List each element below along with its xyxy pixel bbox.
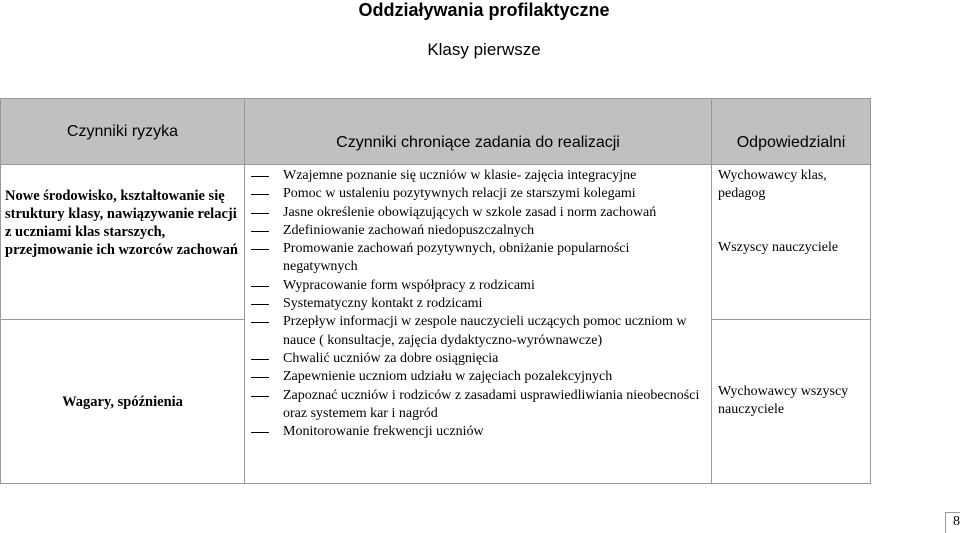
prevention-table <box>0 98 871 484</box>
page-number: 8 <box>945 512 960 533</box>
list-item: Przepływ informacji w zespole nauczycieli uczących pomoc uczniom w nauce ( konsultacje, zajęcia dydaktyczno-wyrównawcze) <box>249 313 707 350</box>
responsible-text: Wychowawcy klas, pedagog <box>718 168 827 201</box>
header-risk-factors: Czynniki ryzyka <box>1 99 245 165</box>
list-item: Promowanie zachowań pozytywnych, obniżanie popularności negatywnych <box>249 240 707 277</box>
responsible-text: Wszyscy nauczyciele <box>718 240 839 255</box>
document-subtitle: Klasy pierwsze <box>427 40 541 59</box>
list-item: Wzajemne poznanie się uczniów w klasie- zajęcia integracyjne <box>249 167 707 185</box>
responsible-text: Wychowawcy wszyscy nauczyciele <box>718 383 849 417</box>
header-responsible: Odpowiedzialni <box>712 99 871 165</box>
list-item: Pomoc w ustaleniu pozytywnych relacji ze starszymi kolegami <box>249 185 707 203</box>
list-item: Zapoznać uczniów i rodziców z zasadami usprawiedliwiania nieobecności oraz systemem kar i nagród <box>249 387 707 424</box>
table-header-row <box>1 99 871 165</box>
document-title: Oddziaływania profilaktyczne <box>358 0 610 20</box>
list-item: Zdefiniowanie zachowań niedopuszczalnych <box>249 222 707 240</box>
list-item: Systematyczny kontakt z rodzicami <box>249 295 707 313</box>
header-protective-tasks: Czynniki chroniące zadania do realizacji <box>245 99 712 165</box>
tasks-list <box>249 167 707 441</box>
list-item: Jasne określenie obowiązujących w szkole zasad i norm zachowań <box>249 204 707 222</box>
table-row <box>1 165 871 320</box>
risk-factor-cell: Wagary, spóźnienia <box>1 320 245 484</box>
responsible-cell <box>712 165 871 320</box>
tasks-cell <box>245 165 712 484</box>
list-item: Wypracowanie form współpracy z rodzicami <box>249 277 707 295</box>
list-item: Zapewnienie uczniom udziału w zajęciach pozalekcyjnych <box>249 368 707 386</box>
list-item: Monitorowanie frekwencji uczniów <box>249 423 707 441</box>
responsible-cell <box>712 320 871 484</box>
list-item: Chwalić uczniów za dobre osiągnięcia <box>249 350 707 368</box>
risk-factor-cell: Nowe środowisko, kształtowanie się struktury klasy, nawiązywanie relacji z uczniami klas starszych, przejmowanie ich wzorców zachowań <box>1 165 245 320</box>
